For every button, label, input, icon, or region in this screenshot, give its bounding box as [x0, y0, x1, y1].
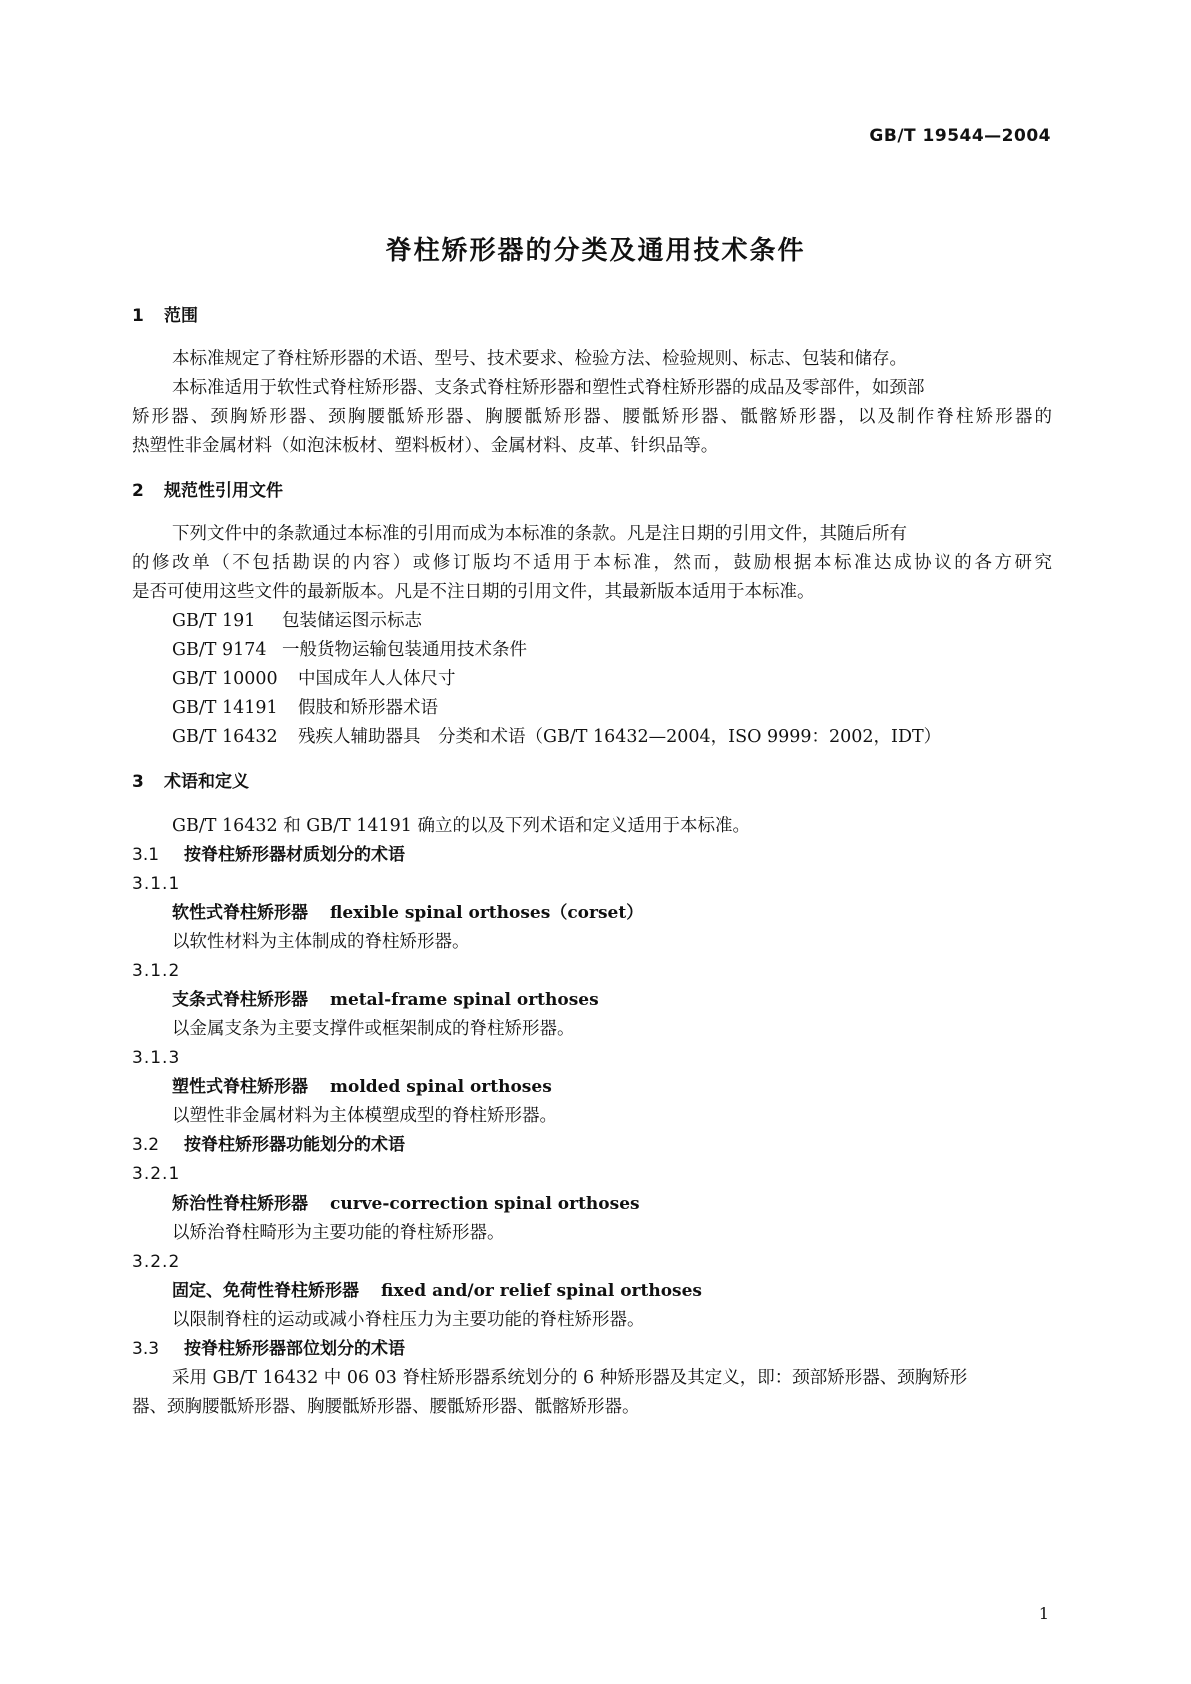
- reference-code: GB/T 10000: [172, 669, 278, 689]
- term-number: 3.2.1: [132, 1164, 181, 1184]
- paragraph-line: 本标准规定了脊柱矫形器的术语、型号、技术要求、检验方法、检验规则、标志、包装和储存。: [172, 349, 907, 369]
- page-number: 1: [1038, 1604, 1049, 1623]
- term-heading: [172, 1279, 702, 1303]
- term-english: flexible spinal orthoses（corset）: [330, 903, 644, 923]
- term-number: 3.1.3: [132, 1048, 181, 1068]
- section-number: 2: [132, 481, 144, 501]
- reference-code: GB/T 191: [172, 611, 256, 631]
- reference-title: 残疾人辅助器具 分类和术语（GB/T 16432—2004，ISO 9999：2002，IDT）: [298, 727, 942, 747]
- paragraph-line: 热塑性非金属材料（如泡沫板材、塑料板材）、金属材料、皮革、针织品等。: [132, 436, 719, 456]
- reference-title: 一般货物运输包装通用技术条件: [282, 640, 527, 660]
- section-3-heading: [132, 770, 249, 794]
- subsection-number: 3.1: [132, 845, 160, 865]
- section-title: 范围: [164, 306, 198, 326]
- paragraph-line: 采用 GB/T 16432 中 06 03 脊柱矫形器系统划分的 6 种矫形器及其定义，即：颈部矫形器、颈胸矫形: [172, 1368, 968, 1388]
- paragraph-line: 矫形器、颈胸矫形器、颈胸腰骶矫形器、胸腰骶矫形器、腰骶矫形器、骶髂矫形器，以及制作脊柱矫形器的: [132, 407, 1052, 427]
- paragraph-line: GB/T 16432 和 GB/T 14191 确立的以及下列术语和定义适用于本标准。: [172, 816, 750, 836]
- term-chinese: 矫治性脊柱矫形器: [172, 1194, 308, 1214]
- term-number: 3.2.2: [132, 1252, 181, 1272]
- term-english: molded spinal orthoses: [330, 1077, 552, 1097]
- document-title: 脊柱矫形器的分类及通用技术条件: [385, 236, 806, 266]
- section-title: 规范性引用文件: [164, 481, 283, 501]
- section-number: 3: [132, 772, 144, 792]
- term-heading: [172, 1075, 552, 1099]
- subsection-3-2-heading: [132, 1133, 405, 1157]
- term-definition: 以金属支条为主要支撑件或框架制成的脊柱矫形器。: [172, 1019, 575, 1039]
- subsection-3-1-heading: [132, 843, 405, 867]
- section-number: 1: [132, 306, 144, 326]
- subsection-title: 按脊柱矫形器功能划分的术语: [184, 1135, 405, 1155]
- paragraph-line: 器、颈胸腰骶矫形器、胸腰骶矫形器、腰骶矫形器、骶髂矫形器。: [132, 1397, 640, 1417]
- term-definition: 以塑性非金属材料为主体模塑成型的脊柱矫形器。: [172, 1106, 557, 1126]
- paragraph-line: 下列文件中的条款通过本标准的引用而成为本标准的条款。凡是注日期的引用文件，其随后所有: [172, 524, 907, 544]
- paragraph-line: 本标准适用于软性式脊柱矫形器、支条式脊柱矫形器和塑性式脊柱矫形器的成品及零部件，如颈部: [172, 378, 925, 398]
- term-english: metal-frame spinal orthoses: [330, 990, 599, 1010]
- term-heading: [172, 901, 643, 925]
- reference-item: [172, 638, 527, 662]
- term-definition: 以限制脊柱的运动或减小脊柱压力为主要功能的脊柱矫形器。: [172, 1310, 645, 1330]
- section-1-heading: [132, 304, 198, 328]
- reference-title: 包装储运图示标志: [282, 611, 422, 631]
- term-chinese: 塑性式脊柱矫形器: [172, 1077, 308, 1097]
- reference-code: GB/T 14191: [172, 698, 278, 718]
- subsection-title: 按脊柱矫形器材质划分的术语: [184, 845, 405, 865]
- section-2-heading: [132, 479, 283, 503]
- term-definition: 以软性材料为主体制成的脊柱矫形器。: [172, 932, 470, 952]
- term-definition: 以矫治脊柱畸形为主要功能的脊柱矫形器。: [172, 1223, 505, 1243]
- reference-item: [172, 609, 422, 633]
- subsection-number: 3.3: [132, 1339, 160, 1359]
- subsection-number: 3.2: [132, 1135, 160, 1155]
- term-english: curve-correction spinal orthoses: [330, 1194, 640, 1214]
- term-chinese: 固定、免荷性脊柱矫形器: [172, 1281, 359, 1301]
- term-number: 3.1.2: [132, 961, 181, 981]
- term-english: fixed and/or relief spinal orthoses: [381, 1281, 703, 1301]
- reference-item: [172, 725, 941, 749]
- subsection-3-3-heading: [132, 1337, 405, 1361]
- paragraph-line: 的修改单（不包括勘误的内容）或修订版均不适用于本标准，然而，鼓励根据本标准达成协议的各方研究: [132, 553, 1052, 573]
- reference-item: [172, 667, 456, 691]
- paragraph-line: 是否可使用这些文件的最新版本。凡是不注日期的引用文件，其最新版本适用于本标准。: [132, 582, 815, 602]
- reference-item: [172, 696, 438, 720]
- subsection-title: 按脊柱矫形器部位划分的术语: [184, 1339, 405, 1359]
- reference-code: GB/T 16432: [172, 727, 278, 747]
- standard-code: GB/T 19544—2004: [869, 126, 1051, 146]
- term-chinese: 支条式脊柱矫形器: [172, 990, 308, 1010]
- reference-title: 中国成年人人体尺寸: [298, 669, 456, 689]
- reference-title: 假肢和矫形器术语: [298, 698, 438, 718]
- section-title: 术语和定义: [164, 772, 249, 792]
- term-heading: [172, 1192, 640, 1216]
- term-heading: [172, 988, 599, 1012]
- term-chinese: 软性式脊柱矫形器: [172, 903, 308, 923]
- term-number: 3.1.1: [132, 874, 181, 894]
- reference-code: GB/T 9174: [172, 640, 267, 660]
